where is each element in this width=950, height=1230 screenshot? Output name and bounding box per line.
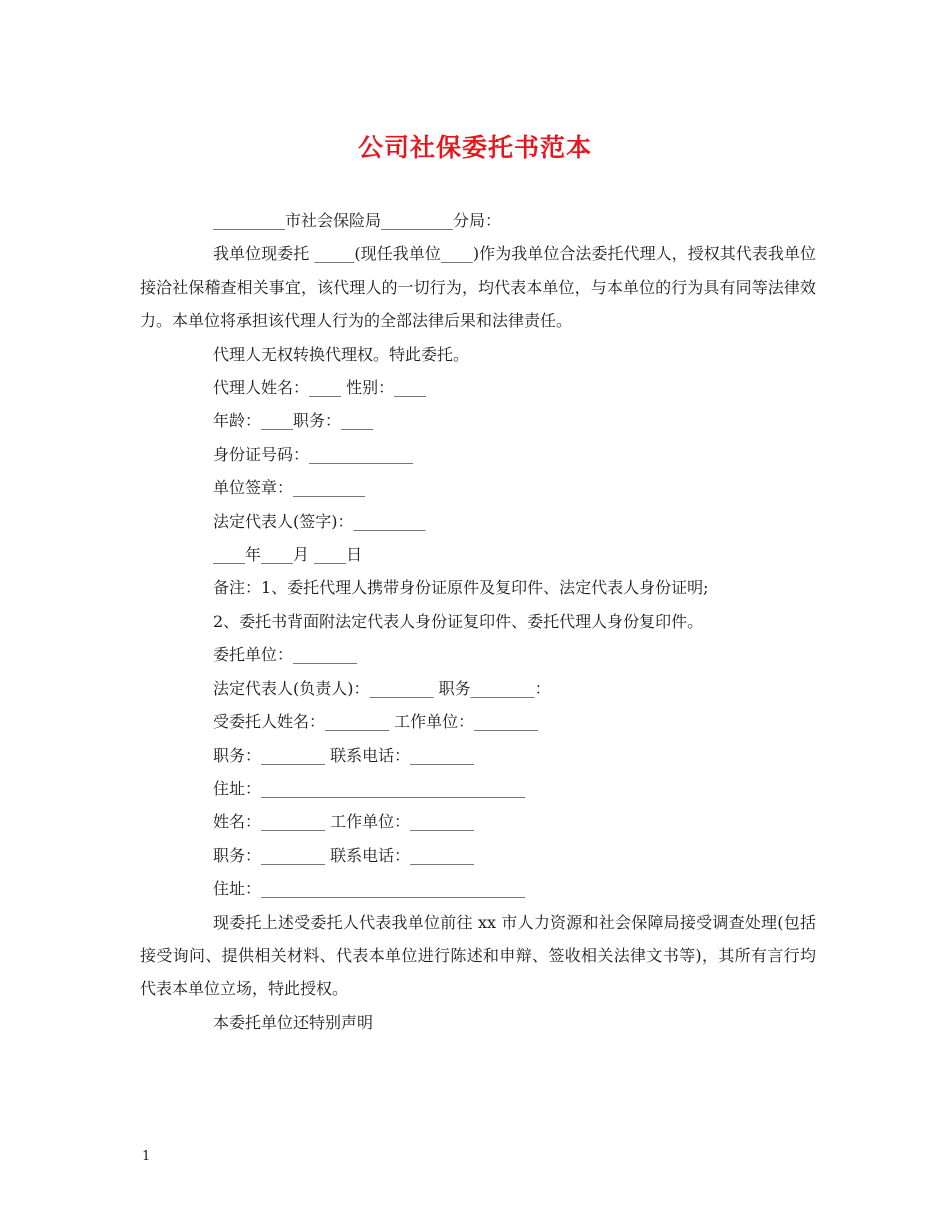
age-position-field: 年龄：____职务：____: [213, 411, 374, 431]
no-transfer-statement: 代理人无权转换代理权。特此委托。: [213, 344, 470, 364]
document-title: 公司社保委托书范本: [357, 133, 592, 162]
trustee-name-work-field: 受委托人姓名：________ 工作单位：________: [213, 712, 539, 732]
id-number-field: 身份证号码：_____________: [213, 444, 414, 464]
legal-rep-signature-field: 法定代表人(签字)：_________: [213, 511, 426, 531]
note-1: 备注：1、委托代理人携带身份证原件及复印件、法定代表人身份证明;: [213, 578, 709, 598]
entrusting-unit-field: 委托单位：________: [213, 645, 358, 665]
investigation-paragraph: 现委托上述受委托人代表我单位前往 xx 市人力资源和社会保障局接受调查处理(包括接受询问、提供相关材料、代表本单位进行陈述和申辩、签收相关法律文书等)，其所有言行均代表本单位立场，特此授权。: [140, 912, 816, 999]
authorization-paragraph: 我单位现委托 _____(现任我单位____)作为我单位合法委托代理人，授权其代表我单位接洽社保稽查相关事宜，该代理人的一切行为，均代表本单位，与本单位的行为具有同等法律效力。本单位将承担该代理人行为的全部法律后果和法律责任。: [140, 244, 816, 331]
legal-rep-position-field: 法定代表人(负责人)：________ 职务________：: [213, 678, 551, 698]
address-field-2: 住址：_________________________________: [213, 879, 526, 899]
document-body: [140, 204, 816, 1039]
unit-seal-field: 单位签章：_________: [213, 478, 366, 498]
note-2: 2、委托书背面附法定代表人身份证复印件、委托代理人身份复印件。: [213, 611, 704, 631]
date-field: ____年____月 ____日: [213, 545, 363, 565]
agent-name-gender-field: 代理人姓名：____ 性别：____: [213, 378, 427, 398]
page-number: 1: [142, 1149, 151, 1164]
position-phone-field-1: 职务：________ 联系电话：________: [213, 745, 475, 765]
address-field-1: 住址：_________________________________: [213, 778, 526, 798]
addressee-line: _________市社会保险局_________分局：: [213, 211, 502, 230]
name-work-field: 姓名：________ 工作单位：________: [213, 812, 475, 832]
closing-statement: 本委托单位还特别声明: [213, 1012, 374, 1032]
position-phone-field-2: 职务：________ 联系电话：________: [213, 845, 475, 865]
